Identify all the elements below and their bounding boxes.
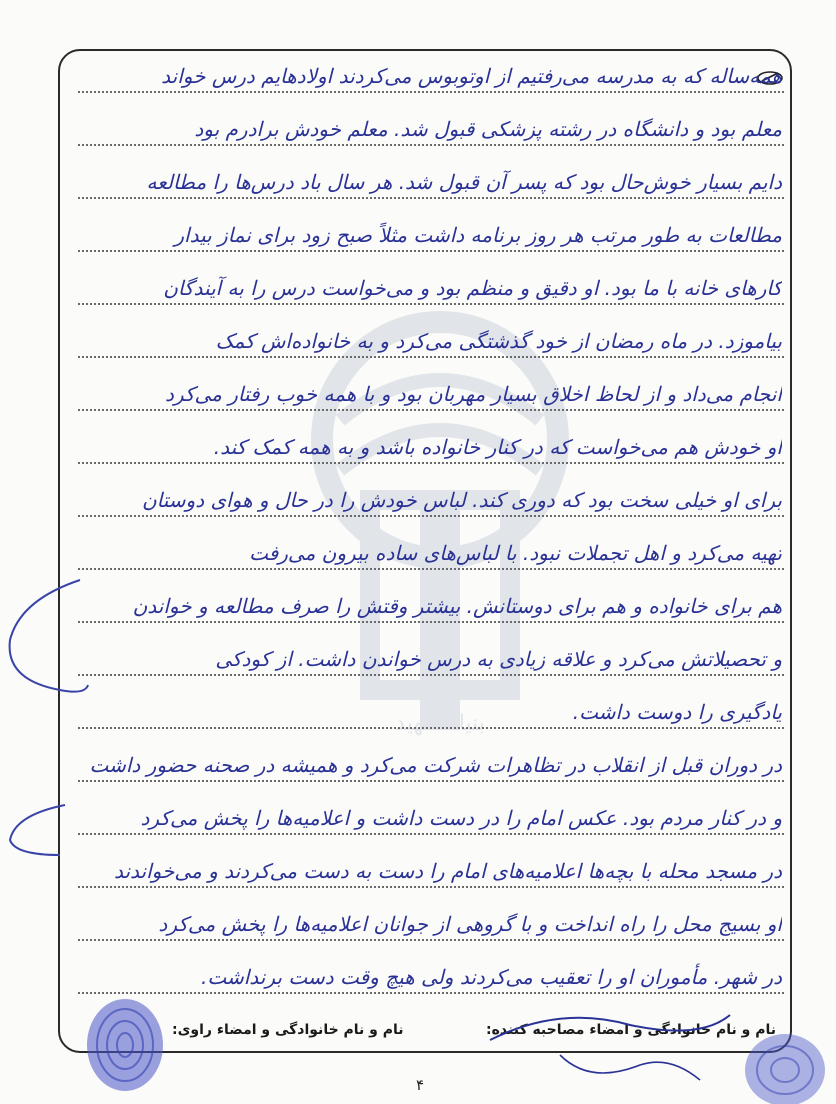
handwritten-line: هم برای خانواده و هم برای دوستانش. بیشتر وقتش را صرف مطالعه و خواندن [132,594,782,618]
handwritten-line: دایم بسیار خوش‌حال بود که پسر آن قبول شد. هر سال باد درس‌ها را مطالعه [146,170,782,194]
handwritten-line: او خودش هم می‌خواست که در کنار خانواده باشد و به همه کمک کند. [213,435,782,459]
handwritten-line: تهیه می‌کرد و اهل تجملات نبود. با لباس‌های ساده بیرون می‌رفت [249,541,782,565]
handwritten-line: و تحصیلاتش می‌کرد و علاقه زیادی به درس خواندن داشت. از کودکی [215,647,782,671]
handwritten-line: یادگیری را دوست داشت. [572,700,782,724]
interviewer-signature-label: نام و نام خانوادگی و امضاء مصاحبه کننده: [486,1022,776,1038]
handwritten-line: در دوران قبل از انقلاب در تظاهرات شرکت می‌کرد و همیشه در صحنه حضور داشت [89,753,782,777]
handwritten-line: برای او خیلی سخت بود که دوری کند. لباس خودش را در حال و هوای دوستان [141,488,782,512]
handwritten-line: کارهای خانه با ما بود. او دقیق و منظم بود و می‌خواست درس را به آیندگان [163,276,782,300]
handwritten-line: و در کنار مردم بود. عکس امام را در دست داشت و اعلامیه‌ها را پخش می‌کرد [140,806,782,830]
handwritten-line: همه‌ساله که به مدرسه می‌رفتیم از اوتوبوس می‌کردند اولادهایم درس خواند [161,64,782,88]
narrator-signature-label: نام و نام خانوادگی و امضاء راوی: [172,1022,404,1038]
handwritten-line: انجام می‌داد و از لحاظ اخلاق بسیار مهربان بود و با همه خوب رفتار می‌کرد [165,382,782,406]
handwritten-line: او بسیج محل را راه انداخت و با گروهی از جوانان اعلامیه‌ها را پخش می‌کرد [158,912,782,936]
handwritten-line: بیاموزد. در ماه رمضان از خود گذشتگی می‌کرد و به خانواده‌اش کمک [215,329,782,353]
handwritten-line: مطالعات به طور مرتب هر روز برنامه داشت مثلاً صبح زود برای نماز بیدار [174,223,782,247]
svg-text:بنیاد شهید: بنیاد شهید [395,711,485,736]
handwritten-line: معلم بود و دانشگاه در رشته پزشکی قبول شد. معلم خودش برادرم بود [194,117,782,141]
handwritten-line: در مسجد محله با بچه‌ها اعلامیه‌های امام را دست به دست می‌کردند و می‌خواندند [113,859,782,883]
handwritten-line: در شهر. مأموران او را تعقیب می‌کردند ولی هیچ وقت دست برنداشت. [200,965,782,989]
page-number: ۴ [415,1076,425,1094]
